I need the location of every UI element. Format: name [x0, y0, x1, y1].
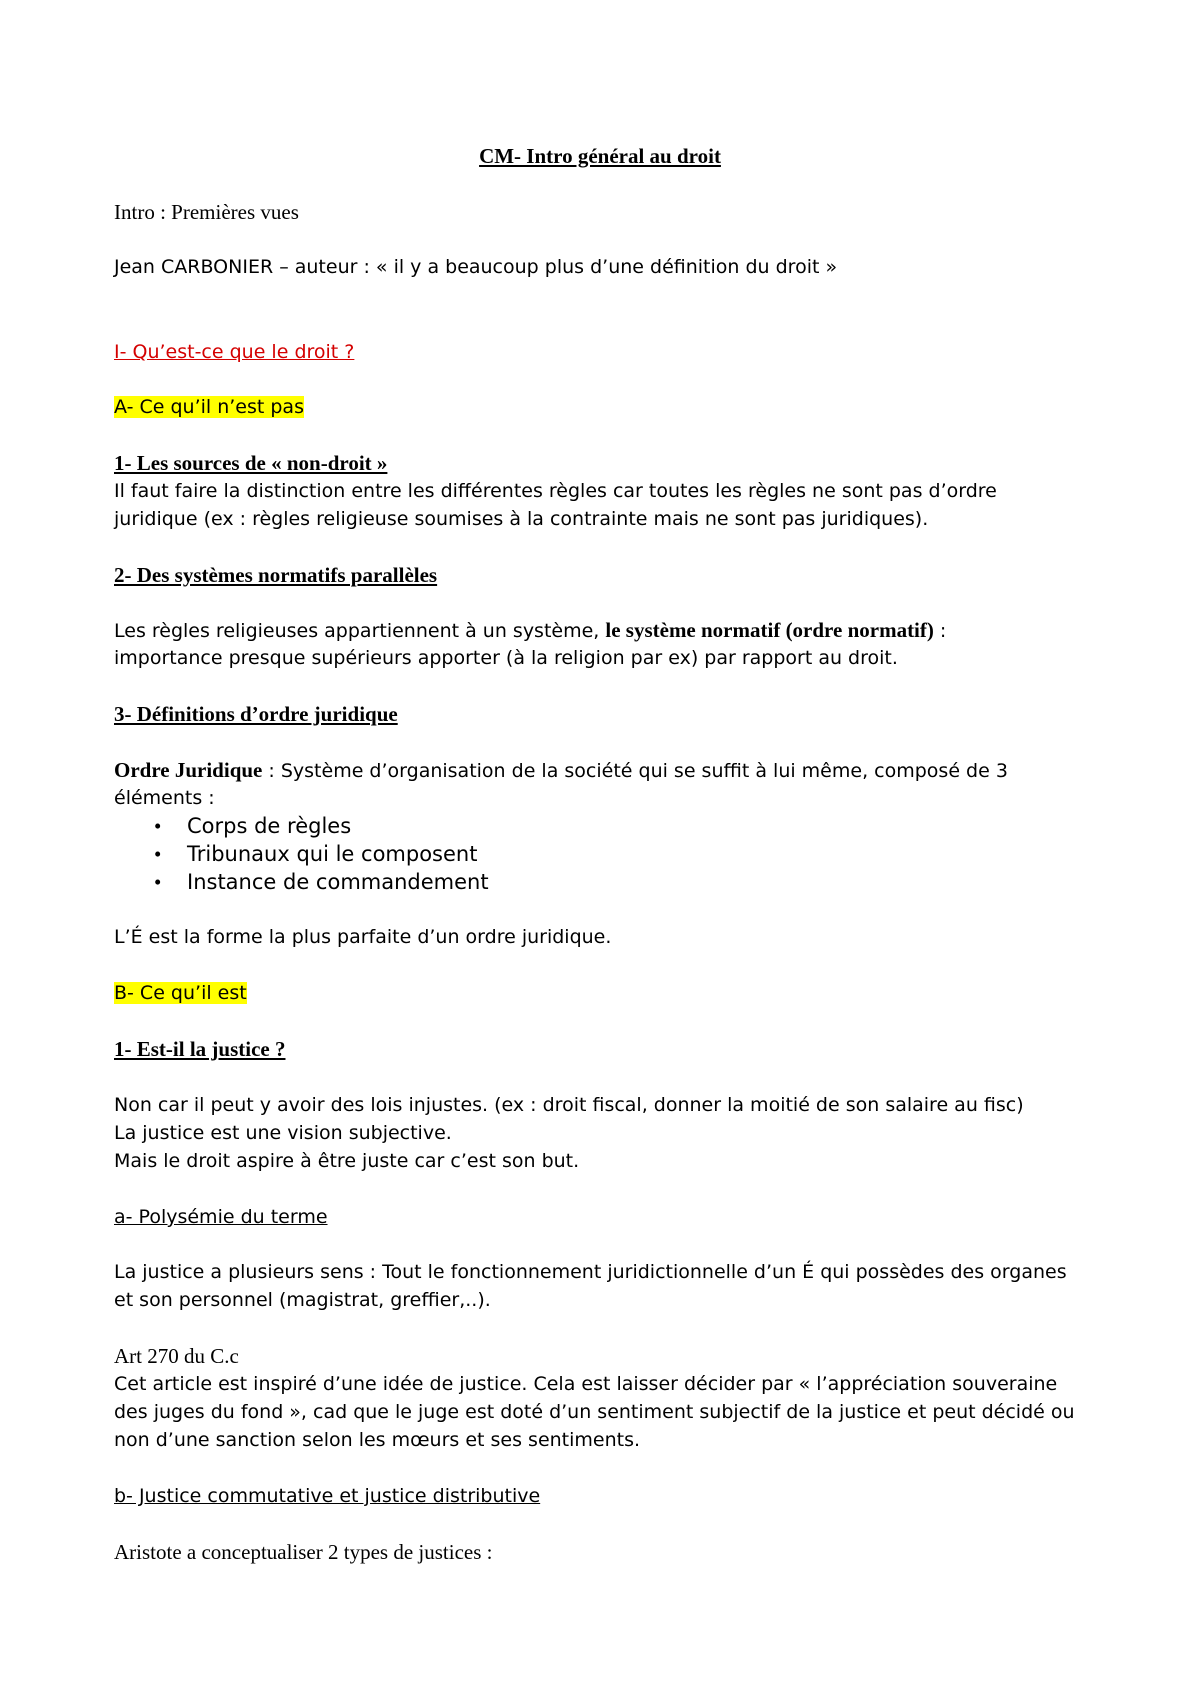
bullet-dot: • [154, 870, 162, 894]
subsection-b-justice: b- Justice commutative et justice distributive [114, 1485, 541, 1507]
section-b-heading [114, 979, 247, 1007]
paragraph-5-line-3: Mais le droit aspire à être juste car c’est son but. [114, 1150, 580, 1172]
paragraph-2-end: : [933, 620, 947, 642]
quote-line: Jean CARBONIER – auteur : « il y a beaucoup plus d’une définition du droit » [114, 256, 838, 278]
paragraph-1-line-1: Il faut faire la distinction entre les différentes règles car toutes les règles ne sont pas d’ordre [114, 480, 997, 502]
paragraph-6-line-1: La justice a plusieurs sens : Tout le fonctionnement juridictionnelle d’un É qui possèdes des organes [114, 1261, 1067, 1283]
paragraph-7-line-2: Cet article est inspiré d’une idée de justice. Cela est laisser décider par « l’appréciation souveraine [114, 1373, 1058, 1395]
paragraph-7-line-4: non d’une sanction selon les mœurs et ses sentiments. [114, 1429, 641, 1451]
paragraph-2-line-1 [114, 616, 946, 645]
subheading-3-definitions: 3- Définitions d’ordre juridique [114, 702, 398, 726]
subheading-2-systemes: 2- Des systèmes normatifs parallèles [114, 563, 438, 587]
section-b-highlight: B- Ce qu’il est [114, 982, 247, 1004]
document-title: CM- Intro général au droit [479, 144, 721, 168]
paragraph-4: L’É est la forme la plus parfaite d’un ordre juridique. [114, 926, 612, 948]
section-a-highlight: A- Ce qu’il n’est pas [114, 396, 304, 418]
paragraph-3-line-2: éléments : [114, 787, 215, 809]
paragraph-1-line-2: juridique (ex : règles religieuse soumises à la contrainte mais ne sont pas juridiques). [114, 508, 929, 530]
intro-line: Intro : Premières vues [114, 200, 299, 224]
paragraph-8: Aristote a conceptualiser 2 types de justices : [114, 1540, 493, 1564]
paragraph-3-line-1 [114, 756, 1008, 785]
section-i-heading: I- Qu’est-ce que le droit ? [114, 341, 355, 363]
paragraph-3-bold-term: Ordre Juridique [114, 758, 263, 782]
subheading-1-sources: 1- Les sources de « non-droit » [114, 451, 388, 475]
paragraph-5-line-2: La justice est une vision subjective. [114, 1122, 452, 1144]
bullet-dot: • [154, 814, 162, 838]
paragraph-2-start: Les règles religieuses appartiennent à un système, [114, 620, 606, 642]
paragraph-2-bold-term: le système normatif (ordre normatif) [605, 618, 934, 642]
paragraph-2-line-2: importance presque supérieurs apporter (à la religion par ex) par rapport au droit. [114, 647, 898, 669]
subsection-a-polysemie: a- Polysémie du terme [114, 1206, 328, 1228]
bullet-item: Instance de commandement [187, 870, 489, 894]
paragraph-5-line-1: Non car il peut y avoir des lois injustes. (ex : droit fiscal, donner la moitié de son salaire au fisc) [114, 1094, 1024, 1116]
subheading-justice: 1- Est-il la justice ? [114, 1037, 286, 1061]
paragraph-3-rest: : Système d’organisation de la société qui se suffit à lui même, composé de 3 [262, 760, 1008, 782]
paragraph-6-line-2: et son personnel (magistrat, greffier,..). [114, 1289, 491, 1311]
paragraph-7-line-3: des juges du fond », cad que le juge est doté d’un sentiment subjectif de la justice et peut décidé ou [114, 1401, 1075, 1423]
bullet-item: Tribunaux qui le composent [187, 842, 478, 866]
section-a-heading [114, 393, 304, 421]
bullet-item: Corps de règles [187, 814, 352, 838]
paragraph-7-line-1: Art 270 du C.c [114, 1344, 239, 1368]
bullet-dot: • [154, 842, 162, 866]
